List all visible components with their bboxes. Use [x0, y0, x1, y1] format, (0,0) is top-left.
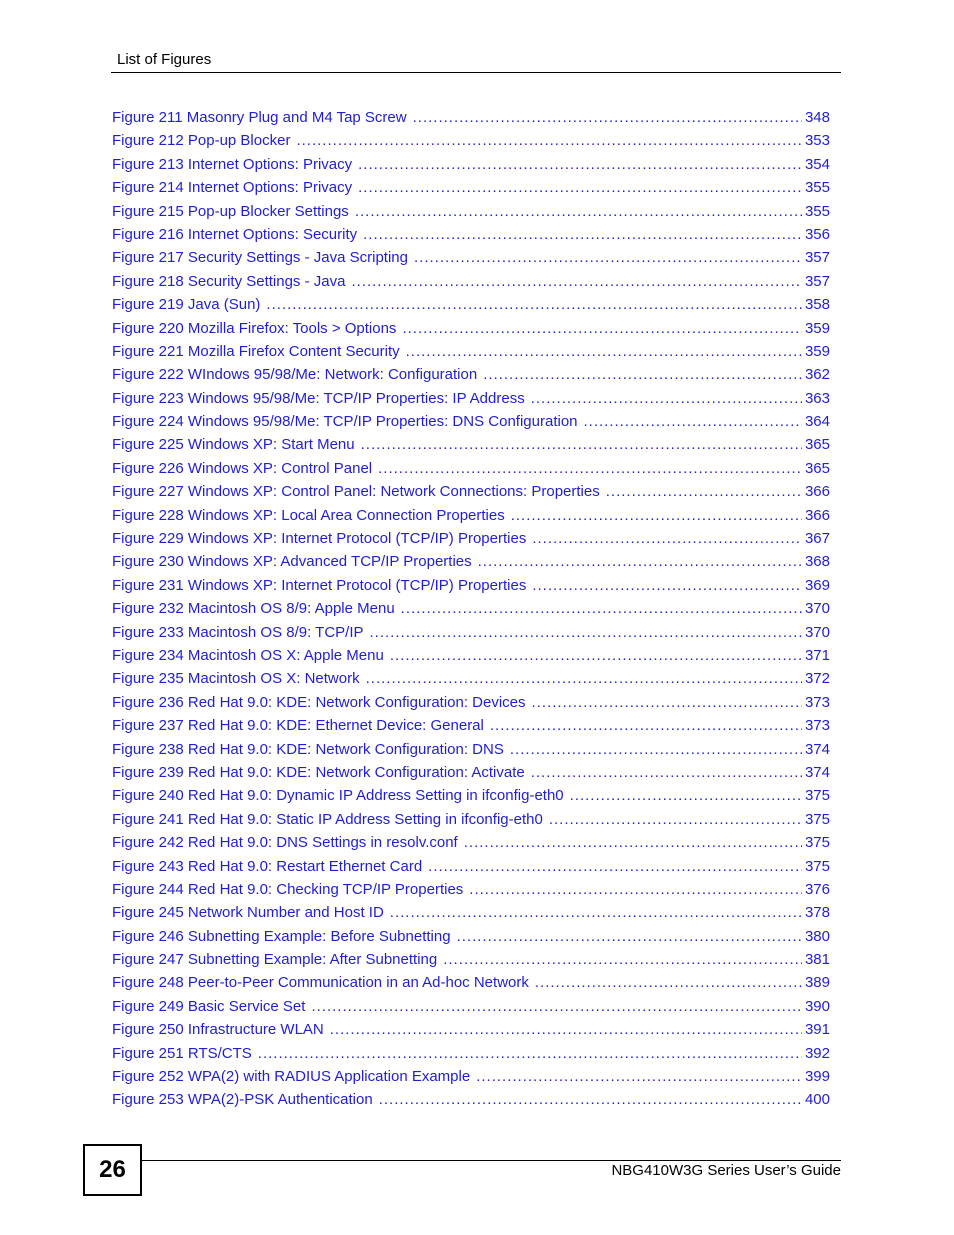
running-header-title: List of Figures: [117, 51, 212, 68]
dot-leader: [464, 831, 802, 854]
figure-link[interactable]: [112, 504, 830, 527]
dot-leader: [266, 293, 802, 316]
figure-link[interactable]: [112, 691, 830, 714]
figure-title: Figure 249 Basic Service Set: [112, 997, 306, 1015]
dot-leader: [531, 761, 802, 784]
figure-title: Figure 213 Internet Options: Privacy: [112, 155, 353, 173]
dot-leader: [401, 597, 802, 620]
dot-leader: [490, 714, 802, 737]
figure-title: Figure 226 Windows XP: Control Panel: [112, 459, 373, 477]
figure-title: Figure 220 Mozilla Firefox: Tools > Options: [112, 319, 397, 337]
dot-leader: [443, 948, 802, 971]
dot-leader: [535, 971, 802, 994]
figure-link[interactable]: [112, 761, 830, 784]
figure-page-number: 380: [804, 927, 830, 945]
figure-page-number: 371: [804, 646, 830, 664]
figure-page-number: 364: [804, 413, 830, 431]
figure-link[interactable]: [112, 410, 830, 433]
figure-title: Figure 232 Macintosh OS 8/9: Apple Menu: [112, 600, 395, 618]
figure-link[interactable]: [112, 925, 830, 948]
figure-title: Figure 211 Masonry Plug and M4 Tap Screw: [112, 109, 407, 126]
figure-page-number: 348: [804, 109, 830, 126]
figure-page-number: 372: [804, 670, 830, 688]
dot-leader: [414, 246, 802, 269]
figure-link[interactable]: [112, 176, 830, 199]
figure-page-number: 363: [804, 389, 830, 407]
footer-guide-title: NBG410W3G Series User’s Guide: [611, 1162, 841, 1179]
dot-leader: [511, 504, 802, 527]
figure-title: Figure 240 Red Hat 9.0: Dynamic IP Address Setting in ifconfig-eth0: [112, 787, 564, 805]
figure-link[interactable]: [112, 808, 830, 831]
figure-link[interactable]: [112, 644, 830, 667]
figure-title: Figure 248 Peer-to-Peer Communication in an Ad-hoc Network: [112, 974, 529, 992]
dot-leader: [532, 527, 802, 550]
dot-leader: [311, 995, 802, 1018]
figure-page-number: 355: [804, 179, 830, 197]
figure-title: Figure 224 Windows 95/98/Me: TCP/IP Properties: DNS Configuration: [112, 413, 578, 431]
figure-page-number: 362: [804, 366, 830, 384]
dot-leader: [358, 153, 802, 176]
figure-link[interactable]: [112, 433, 830, 456]
dot-leader: [379, 1088, 802, 1111]
figure-page-number: 353: [804, 132, 830, 150]
figure-page-number: 378: [804, 904, 830, 922]
figure-page-number: 375: [804, 857, 830, 875]
figure-link[interactable]: [112, 106, 830, 129]
figure-link[interactable]: [112, 363, 830, 386]
dot-leader: [478, 550, 802, 573]
dot-leader: [549, 808, 802, 831]
dot-leader: [351, 270, 802, 293]
figure-title: Figure 216 Internet Options: Security: [112, 225, 358, 243]
dot-leader: [355, 200, 802, 223]
dot-leader: [363, 223, 802, 246]
figure-title: Figure 235 Macintosh OS X: Network: [112, 670, 360, 688]
figure-title: Figure 237 Red Hat 9.0: KDE: Ethernet Device: General: [112, 717, 484, 735]
dot-leader: [406, 340, 802, 363]
dot-leader: [510, 738, 802, 761]
dot-leader: [361, 433, 802, 456]
figure-title: Figure 238 Red Hat 9.0: KDE: Network Configuration: DNS: [112, 740, 504, 758]
figure-title: Figure 246 Subnetting Example: Before Subnetting: [112, 927, 451, 945]
dot-leader: [457, 925, 802, 948]
figure-link[interactable]: [112, 667, 830, 690]
figure-link[interactable]: [112, 995, 830, 1018]
figure-page-number: 376: [804, 880, 830, 898]
figure-page-number: 375: [804, 787, 830, 805]
figure-page-number: 391: [804, 1021, 830, 1039]
figure-link[interactable]: [112, 948, 830, 971]
figure-link[interactable]: [112, 901, 830, 924]
figure-title: Figure 245 Network Number and Host ID: [112, 904, 384, 922]
figure-link[interactable]: [112, 574, 830, 597]
figure-title: Figure 251 RTS/CTS: [112, 1044, 252, 1062]
header-divider: [111, 72, 841, 73]
figure-link[interactable]: [112, 129, 830, 152]
figure-link[interactable]: [112, 784, 830, 807]
figure-page-number: 355: [804, 202, 830, 220]
figure-title: Figure 215 Pop-up Blocker Settings: [112, 202, 349, 220]
figure-link[interactable]: [112, 714, 830, 737]
dot-leader: [390, 901, 802, 924]
dot-leader: [532, 691, 802, 714]
figure-title: Figure 218 Security Settings - Java: [112, 272, 346, 290]
dot-leader: [469, 878, 802, 901]
dot-leader: [366, 667, 802, 690]
figure-link[interactable]: [112, 597, 830, 620]
dot-leader: [413, 106, 802, 129]
dot-leader: [390, 644, 802, 667]
figure-title: Figure 250 Infrastructure WLAN: [112, 1021, 324, 1039]
figure-page-number: 389: [804, 974, 830, 992]
dot-leader: [330, 1018, 802, 1041]
figure-link[interactable]: [112, 457, 830, 480]
figure-link[interactable]: [112, 246, 830, 269]
figure-title: Figure 253 WPA(2)-PSK Authentication: [112, 1091, 373, 1109]
figure-link[interactable]: [112, 1018, 830, 1041]
page-number: 26: [99, 1156, 126, 1183]
figure-page-number: 365: [804, 459, 830, 477]
figure-title: Figure 234 Macintosh OS X: Apple Menu: [112, 646, 384, 664]
figure-page-number: 390: [804, 997, 830, 1015]
figure-link[interactable]: [112, 527, 830, 550]
figure-link[interactable]: [112, 293, 830, 316]
figure-page-number: 358: [804, 296, 830, 314]
figure-link[interactable]: [112, 621, 830, 644]
dot-leader: [584, 410, 802, 433]
figure-title: Figure 219 Java (Sun): [112, 296, 261, 314]
figure-page-number: 375: [804, 834, 830, 852]
figure-title: Figure 247 Subnetting Example: After Subnetting: [112, 951, 438, 969]
figure-title: Figure 229 Windows XP: Internet Protocol (TCP/IP) Properties: [112, 530, 527, 548]
figure-link[interactable]: [112, 878, 830, 901]
figure-page-number: 359: [804, 342, 830, 360]
figure-link[interactable]: [112, 831, 830, 854]
figure-page-number: 354: [804, 155, 830, 173]
figure-page-number: 375: [804, 810, 830, 828]
dot-leader: [402, 317, 802, 340]
figure-page-number: 381: [804, 951, 830, 969]
figure-page-number: 370: [804, 623, 830, 641]
figure-page-number: 374: [804, 763, 830, 781]
figure-page-number: 367: [804, 530, 830, 548]
figure-link[interactable]: [112, 387, 830, 410]
figure-page-number: 356: [804, 225, 830, 243]
figure-page-number: 357: [804, 272, 830, 290]
figure-title: Figure 243 Red Hat 9.0: Restart Ethernet Card: [112, 857, 423, 875]
figure-page-number: 369: [804, 576, 830, 594]
figure-title: Figure 233 Macintosh OS 8/9: TCP/IP: [112, 623, 364, 641]
figure-title: Figure 242 Red Hat 9.0: DNS Settings in resolv.conf: [112, 834, 458, 852]
figure-page-number: 392: [804, 1044, 830, 1062]
figure-title: Figure 223 Windows 95/98/Me: TCP/IP Properties: IP Address: [112, 389, 525, 407]
dot-leader: [378, 457, 802, 480]
figure-page-number: 400: [804, 1091, 830, 1109]
figure-title: Figure 236 Red Hat 9.0: KDE: Network Configuration: Devices: [112, 693, 526, 711]
figure-title: Figure 252 WPA(2) with RADIUS Application Example: [112, 1068, 471, 1086]
figure-title: Figure 212 Pop-up Blocker: [112, 132, 291, 150]
figure-link[interactable]: [112, 550, 830, 573]
figure-link[interactable]: [112, 480, 830, 503]
dot-leader: [428, 855, 802, 878]
figure-page-number: 357: [804, 249, 830, 267]
figure-link[interactable]: [112, 270, 830, 293]
figure-page-number: 359: [804, 319, 830, 337]
figure-page-number: 365: [804, 436, 830, 454]
dot-leader: [358, 176, 802, 199]
dot-leader: [606, 480, 802, 503]
figure-page-number: 373: [804, 717, 830, 735]
figure-page-number: 374: [804, 740, 830, 758]
figure-title: Figure 221 Mozilla Firefox Content Security: [112, 342, 400, 360]
figure-title: Figure 222 WIndows 95/98/Me: Network: Configuration: [112, 366, 478, 384]
figure-title: Figure 227 Windows XP: Control Panel: Network Connections: Properties: [112, 483, 600, 501]
figure-title: Figure 239 Red Hat 9.0: KDE: Network Configuration: Activate: [112, 763, 525, 781]
figure-link[interactable]: [112, 971, 830, 994]
figure-page-number: 399: [804, 1068, 830, 1086]
figure-page-number: 368: [804, 553, 830, 571]
figure-link[interactable]: [112, 1042, 830, 1065]
figure-link[interactable]: [112, 855, 830, 878]
dot-leader: [531, 387, 802, 410]
figure-title: Figure 241 Red Hat 9.0: Static IP Address Setting in ifconfig-eth0: [112, 810, 543, 828]
figure-title: Figure 225 Windows XP: Start Menu: [112, 436, 355, 454]
figure-page-number: 370: [804, 600, 830, 618]
dot-leader: [476, 1065, 802, 1088]
figure-title: Figure 214 Internet Options: Privacy: [112, 179, 353, 197]
figure-page-number: 373: [804, 693, 830, 711]
figure-title: Figure 217 Security Settings - Java Scripting: [112, 249, 408, 267]
figure-title: Figure 244 Red Hat 9.0: Checking TCP/IP Properties: [112, 880, 464, 898]
figure-title: Figure 230 Windows XP: Advanced TCP/IP Properties: [112, 553, 472, 571]
figure-link[interactable]: [112, 1088, 830, 1111]
figure-link[interactable]: [112, 1065, 830, 1088]
dot-leader: [258, 1042, 802, 1065]
page-number-box: [83, 1144, 142, 1196]
list-of-figures: [112, 106, 830, 1112]
figure-link[interactable]: [112, 317, 830, 340]
dot-leader: [532, 574, 802, 597]
dot-leader: [370, 621, 802, 644]
dot-leader: [570, 784, 802, 807]
figure-link[interactable]: [112, 200, 830, 223]
figure-title: Figure 231 Windows XP: Internet Protocol (TCP/IP) Properties: [112, 576, 527, 594]
figure-link[interactable]: [112, 340, 830, 363]
figure-link[interactable]: [112, 738, 830, 761]
figure-link[interactable]: [112, 223, 830, 246]
figure-page-number: 366: [804, 506, 830, 524]
dot-leader: [483, 363, 802, 386]
figure-link[interactable]: [112, 153, 830, 176]
dot-leader: [296, 129, 802, 152]
figure-page-number: 366: [804, 483, 830, 501]
figure-title: Figure 228 Windows XP: Local Area Connection Properties: [112, 506, 505, 524]
